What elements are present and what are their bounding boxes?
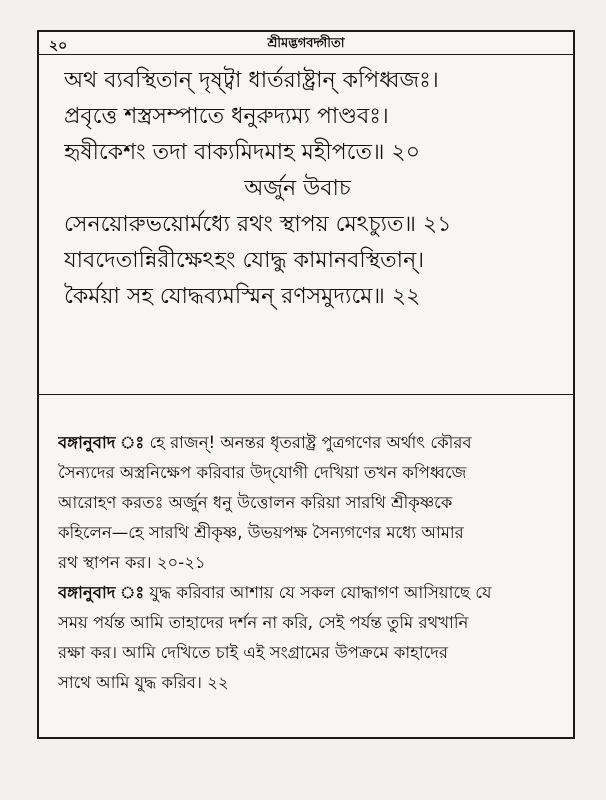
translation-paragraph-1 [58,428,563,578]
verse-line: অথ ব্যবস্থিতান্ দৃষ্ট্বা ধার্তরাষ্ট্রান্ কপিধ্বজঃ। [64,68,439,93]
section-divider [39,394,573,395]
translation-text: হে রাজন্! অনন্তর ধৃতরাষ্ট্র পুত্রগণের অর্থাৎ কৌরব [149,433,472,452]
page-header [39,32,573,55]
translation-line: রক্ষা কর। আমি দেখিতে চাই এই সংগ্রামের উপক্রমে কাহাদের [58,643,448,662]
translation-text: যুদ্ধ করিবার আশায় যে সকল যোদ্ধাগণ আসিয়াছে যে [149,583,492,602]
translation-line: সৈন্যদের অস্ত্রনিক্ষেপ করিবার উদ্‌যোগী দেখিয়া তখন কপিধ্বজে [58,463,467,482]
verse-line: প্রবৃত্তে শস্ত্রসম্পাতে ধনুরুদ্যম্য পাণ্ডবঃ। [64,104,389,129]
verse-line: সেনয়োরুভয়োর্মধ্যে রথং স্থাপয় মেঽচ্যুত॥ ২১ [64,212,452,237]
bengali-translation [58,428,563,698]
page-frame [37,30,575,739]
speaker-heading: অর্জুন উবাচ [244,176,351,201]
verse-line: হৃষীকেশং তদা বাক্যমিদমাহ মহীপতে॥ ২০ [64,140,421,165]
verse-line: কৈর্ময়া সহ যোদ্ধব্যমস্মিন্ রণসমুদ্যমে॥ ২২ [64,284,421,309]
translation-line: সময় পর্যন্ত আমি তাহাদের দর্শন না করি, সেই পর্যন্ত তুমি রথখানি [58,613,469,632]
translation-line: সাথে আমি যুদ্ধ করিব। ২২ [58,673,229,692]
translation-line: রথ স্থাপন কর। ২০-২১ [58,553,206,572]
translation-label: বঙ্গানুবাদ ঃ [58,583,145,602]
translation-paragraph-2 [58,578,563,698]
translation-line: কহিলেন—হে সারথি শ্রীকৃষ্ণ, উভয়পক্ষ সৈন্যগণের মধ্যে আমার [58,523,464,542]
translation-label: বঙ্গানুবাদ ঃ [58,433,145,452]
book-title: শ্রীমদ্ভগবদ্গীতা [267,36,345,51]
translation-line [58,578,563,608]
translation-line: আরোহণ করতঃ অর্জুন ধনু উত্তোলন করিয়া সারথি শ্রীকৃষ্ণকে [58,493,453,512]
translation-line [58,428,563,458]
page-number: ২০ [49,38,68,54]
verse-line: যাবদেতান্নিরীক্ষেঽহং যোদ্ধু কামানবস্থিতান্। [64,248,425,273]
sanskrit-verses [64,63,561,315]
